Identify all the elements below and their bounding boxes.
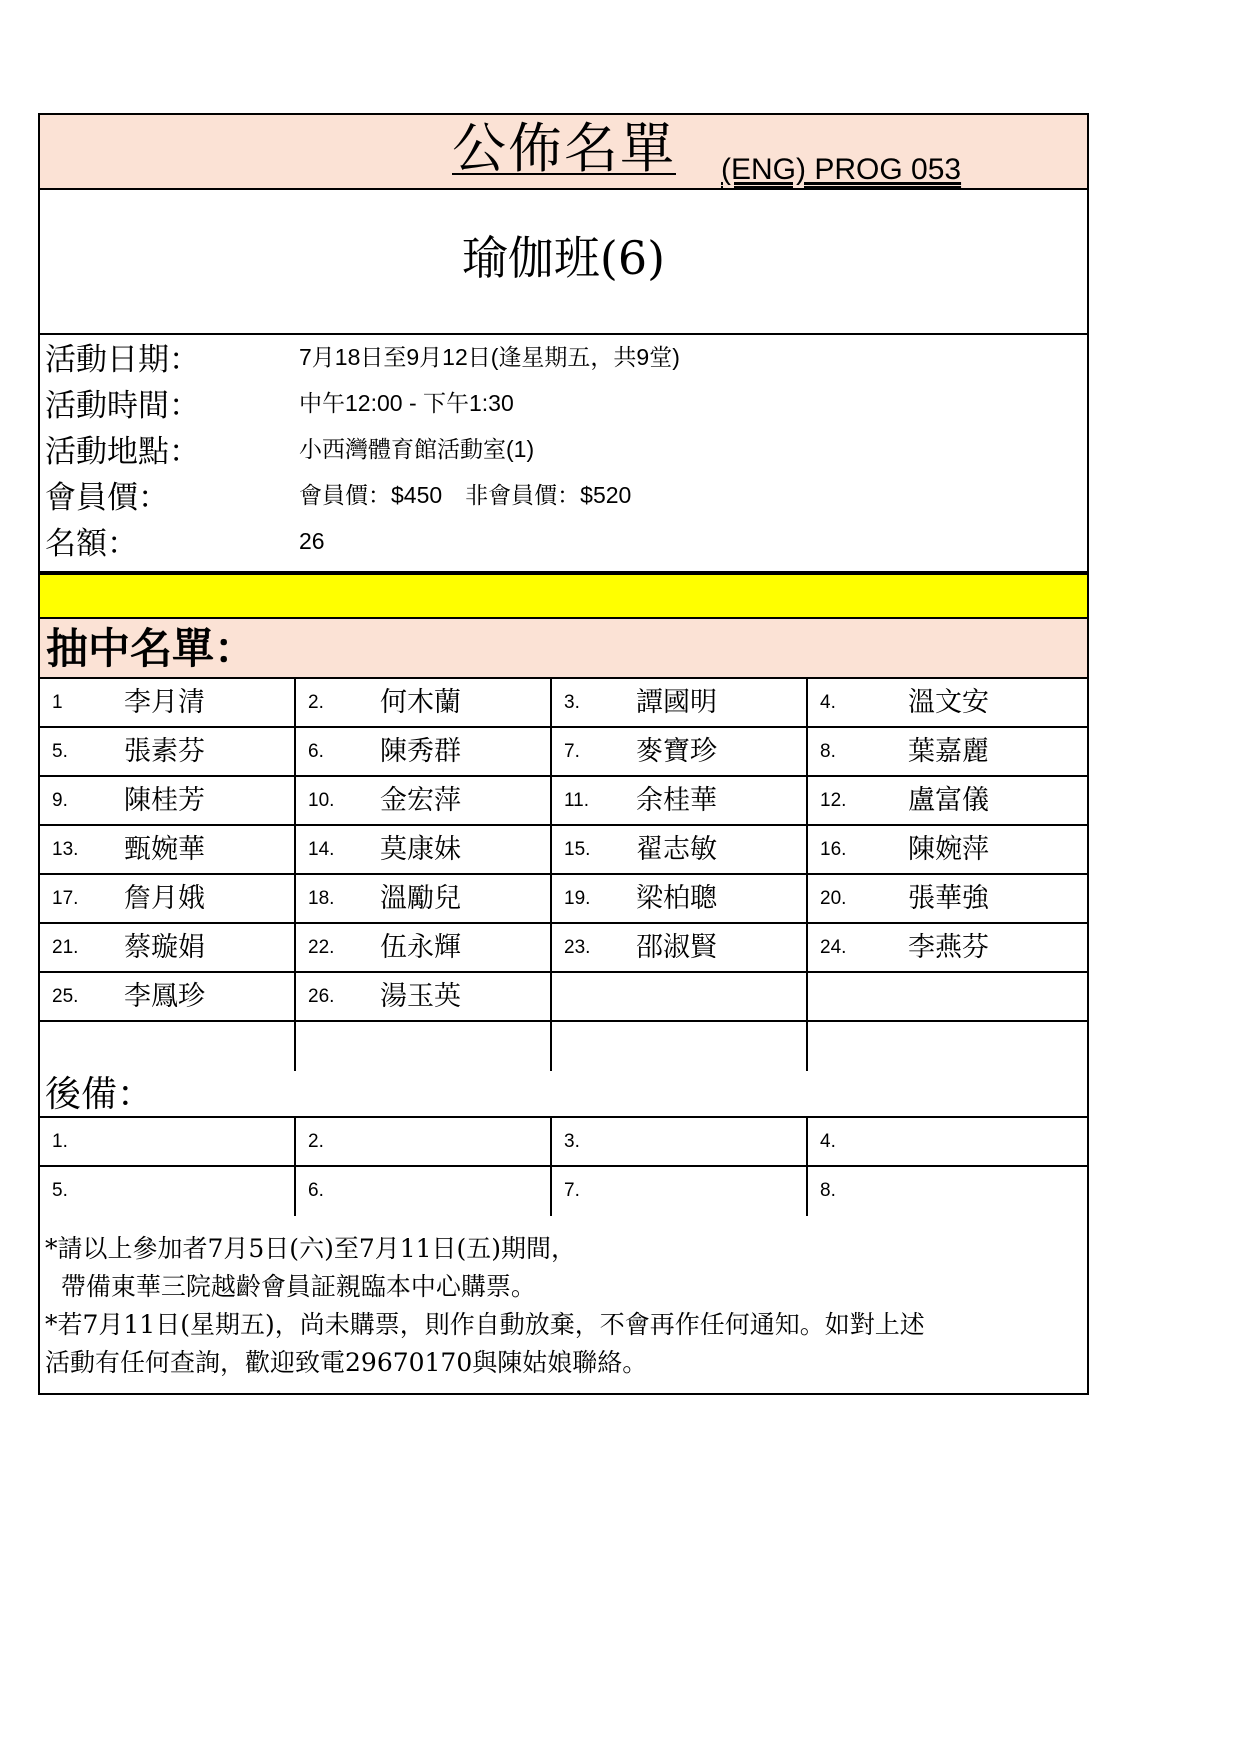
winner-cell [40, 826, 296, 873]
winner-name: 蔡璇娟 [124, 932, 205, 963]
backup-number: 7. [564, 1180, 580, 1201]
winner-number: 7. [564, 741, 580, 762]
winner-name: 張華強 [908, 883, 989, 914]
winner-cell [296, 728, 552, 775]
winners-list [40, 679, 1087, 1071]
winner-name: 何木蘭 [380, 687, 461, 718]
info-value: 7月18日至9月12日(逢星期五，共9堂) [299, 344, 680, 370]
table-row [40, 875, 1087, 924]
backup-number: 4. [820, 1131, 836, 1152]
info-value: 小西灣體育館活動室(1) [299, 436, 535, 462]
winner-number: 16. [820, 839, 847, 860]
winner-name: 梁柏聰 [636, 883, 717, 914]
winner-number: 19. [564, 888, 591, 909]
table-row [40, 728, 1087, 777]
winner-name: 麥寶珍 [636, 736, 717, 767]
winner-name: 翟志敏 [636, 834, 717, 865]
winner-cell [552, 875, 808, 922]
backup-cell [808, 1167, 1087, 1216]
table-row [40, 777, 1087, 826]
winner-name: 邵淑賢 [636, 932, 717, 963]
winner-cell [40, 728, 296, 775]
table-row [40, 973, 1087, 1022]
winner-cell [40, 1022, 296, 1071]
winner-number: 10. [308, 790, 335, 811]
backup-cell [808, 1118, 1087, 1165]
winner-name: 李燕芬 [908, 932, 989, 963]
note-line: *請以上參加者7月5日(六)至7月11日(五)期間， [45, 1234, 577, 1263]
winner-cell [808, 875, 1087, 922]
winners-header [40, 619, 1087, 679]
winner-cell [808, 728, 1087, 775]
winner-cell [296, 777, 552, 824]
info-price [40, 475, 1087, 521]
winner-number: 17. [52, 888, 79, 909]
backup-number: 5. [52, 1180, 68, 1201]
program-code: (ENG) PROG 053 [721, 153, 962, 186]
winner-cell [808, 777, 1087, 824]
info-label: 名額： [45, 526, 138, 562]
winner-name: 詹月娥 [124, 883, 205, 914]
backup-number: 6. [308, 1180, 324, 1201]
winner-number: 22. [308, 937, 335, 958]
info-quota [40, 521, 1087, 567]
winner-cell [296, 1022, 552, 1071]
winner-number: 21. [52, 937, 79, 958]
winner-name: 余桂華 [636, 785, 717, 816]
winner-number: 15. [564, 839, 591, 860]
winner-number: 12. [820, 790, 847, 811]
winner-name: 陳桂芳 [124, 785, 205, 816]
winner-cell [552, 973, 808, 1020]
info-value: 會員價：$450 非會員價：$520 [299, 482, 632, 508]
winner-name: 湯玉英 [380, 981, 461, 1012]
winner-cell [808, 679, 1087, 726]
header-row [40, 115, 1087, 190]
info-time [40, 383, 1087, 429]
backup-cell [40, 1167, 296, 1216]
backup-cell [296, 1167, 552, 1216]
table-row [40, 679, 1087, 728]
course-name-row [40, 190, 1087, 335]
winner-number: 11. [564, 790, 590, 811]
winners-title: 抽中名單： [46, 624, 257, 673]
note-line: *若7月11日(星期五)，尚未購票，則作自動放棄，不會再作任何通知。如對上述 [45, 1310, 925, 1339]
winner-name: 陳秀群 [380, 736, 461, 767]
announcement-sheet [38, 113, 1089, 1395]
backup-cell [552, 1118, 808, 1165]
winner-name: 張素芬 [124, 736, 205, 767]
info-label: 活動時間： [45, 388, 200, 424]
winner-number: 8. [820, 741, 836, 762]
backup-cell [552, 1167, 808, 1216]
course-name: 瑜伽班(6) [461, 231, 666, 285]
backup-title: 後備： [45, 1074, 154, 1115]
table-row [40, 1022, 1087, 1071]
winner-cell [808, 973, 1087, 1020]
winner-cell [808, 924, 1087, 971]
backup-list [40, 1118, 1087, 1216]
backup-number: 8. [820, 1180, 836, 1201]
winner-cell [296, 679, 552, 726]
winner-cell [296, 875, 552, 922]
winner-cell [552, 1022, 808, 1071]
winner-number: 6. [308, 741, 324, 762]
notes [45, 1230, 1077, 1382]
info-label: 會員價： [45, 480, 169, 516]
backup-cell [40, 1118, 296, 1165]
winner-name: 盧富儀 [908, 785, 989, 816]
backup-cell [296, 1118, 552, 1165]
winner-name: 莫康妹 [380, 834, 461, 865]
winner-cell [808, 826, 1087, 873]
table-row [40, 924, 1087, 973]
winner-number: 18. [308, 888, 335, 909]
winner-name: 李月清 [124, 687, 205, 718]
winner-number: 24. [820, 937, 847, 958]
winner-name: 陳婉萍 [908, 834, 989, 865]
winner-number: 20. [820, 888, 847, 909]
winner-name: 李鳳珍 [124, 981, 205, 1012]
winner-name: 甄婉華 [124, 834, 205, 865]
winner-cell [40, 679, 296, 726]
winner-number: 26. [308, 986, 335, 1007]
winner-name: 溫勵兒 [380, 883, 461, 914]
winner-cell [40, 973, 296, 1020]
winner-name: 金宏萍 [380, 785, 461, 816]
info-label: 活動日期： [45, 342, 200, 378]
notes-section [40, 1216, 1087, 1393]
winner-cell [40, 875, 296, 922]
info-date [40, 337, 1087, 383]
backup-header [40, 1071, 1087, 1118]
table-row [40, 1167, 1087, 1216]
winner-name: 溫文安 [908, 687, 989, 718]
backup-number: 1. [52, 1131, 68, 1152]
info-value: 26 [299, 528, 325, 554]
winner-number: 3. [564, 692, 580, 713]
info-label: 活動地點： [45, 434, 200, 470]
backup-number: 2. [308, 1131, 324, 1152]
winner-cell [40, 924, 296, 971]
page-title: 公佈名單 [452, 117, 676, 180]
winner-cell [296, 826, 552, 873]
note-line: 帶備東華三院越齡會員証親臨本中心購票。 [45, 1272, 536, 1301]
table-row [40, 1118, 1087, 1167]
activity-info [40, 335, 1087, 573]
winner-cell [552, 924, 808, 971]
info-location [40, 429, 1087, 475]
table-row [40, 826, 1087, 875]
winner-cell [552, 728, 808, 775]
winner-number: 2. [308, 692, 324, 713]
winner-name: 伍永輝 [380, 932, 461, 963]
winner-number: 25. [52, 986, 79, 1007]
winner-number: 1 [52, 692, 63, 713]
backup-number: 3. [564, 1131, 580, 1152]
winner-name: 葉嘉麗 [908, 736, 989, 767]
winner-cell [296, 973, 552, 1020]
winner-number: 14. [308, 839, 335, 860]
winner-number: 4. [820, 692, 836, 713]
winner-cell [40, 777, 296, 824]
highlight-bar [38, 573, 1089, 619]
winner-number: 5. [52, 741, 68, 762]
info-value: 中午12:00 - 下午1:30 [299, 390, 514, 416]
winner-number: 13. [52, 839, 79, 860]
winner-number: 23. [564, 937, 591, 958]
note-line: 活動有任何查詢，歡迎致電29670170與陳姑娘聯絡。 [45, 1348, 648, 1377]
winner-number: 9. [52, 790, 68, 811]
winner-cell [552, 777, 808, 824]
winner-cell [296, 924, 552, 971]
winner-cell [552, 679, 808, 726]
winner-name: 譚國明 [636, 687, 717, 718]
winner-cell [808, 1022, 1087, 1071]
winner-cell [552, 826, 808, 873]
